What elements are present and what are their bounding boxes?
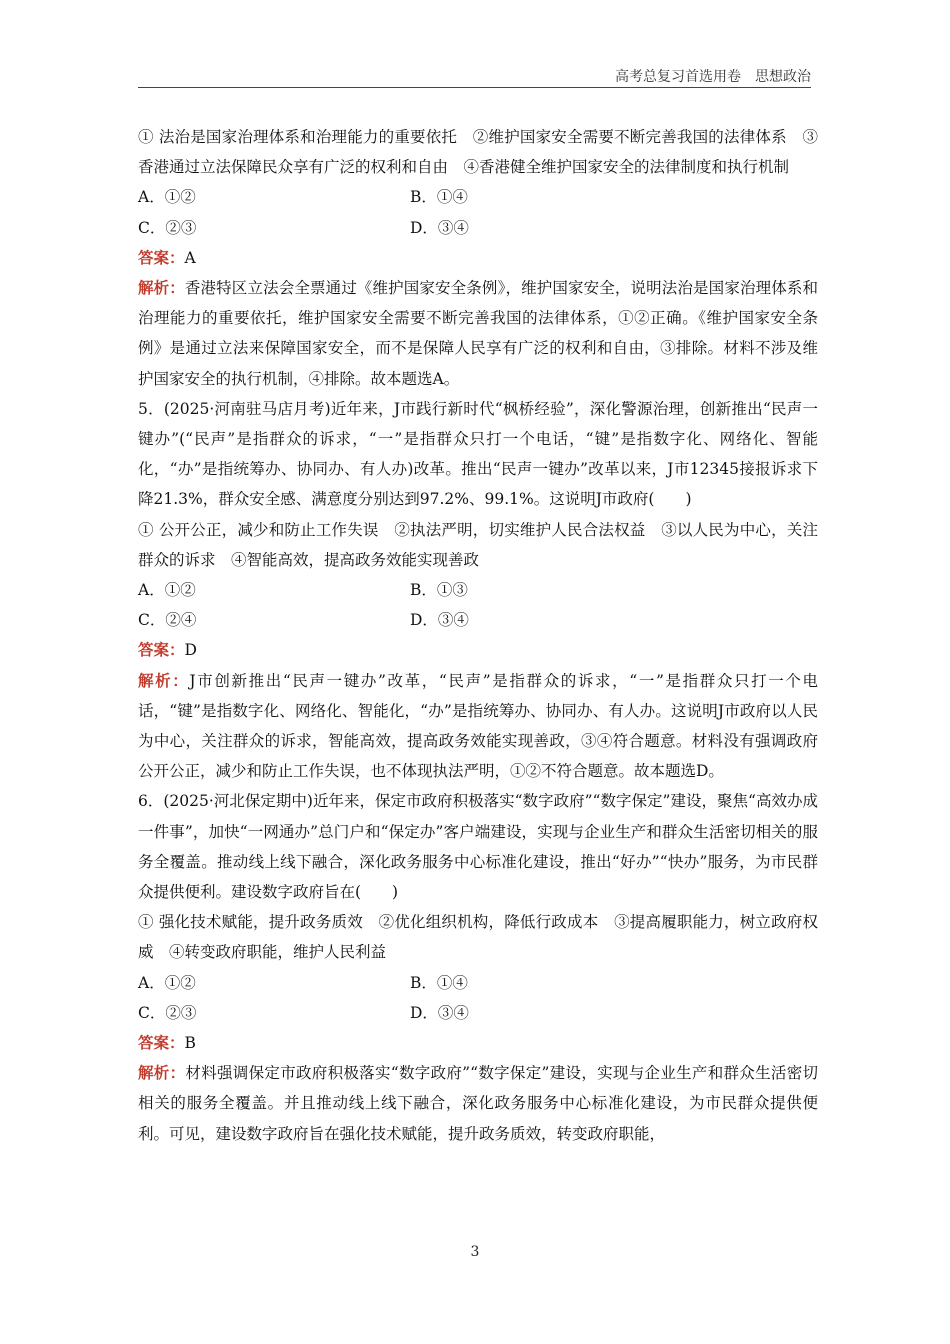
q6-stem: 6．(2025·河北保定期中)近年来，保定市政府积极落实“数字政府”“数字保定”建设，聚焦“高效办成一件事”，加快“一网通办”总门户和“保定办”客户端建设，实现与企业生产和群众生活密切相关的服务全覆盖。推动线上线下融合，深化政务服务中心标准化建设，推出“好办”“快办”服务，为市民群众提供便利。建设数字政府旨在( ) <box>138 792 818 902</box>
q6-option-d: D．③④ <box>410 1003 469 1022</box>
page-content <box>138 122 818 1149</box>
q4-option-d: D．③④ <box>410 218 469 237</box>
q6-option-b: B．①④ <box>410 973 468 992</box>
q4-option-c: C．②③ <box>138 218 197 237</box>
q5-statements: ① 公开公正，减少和防止工作失误 ②执法严明，切实维护人民合法权益 ③以人民为中心，关注群众的诉求 ④智能高效，提高政务效能实现善政 <box>138 520 818 569</box>
q6-analysis-text: 材料强调保定市政府积极落实“数字政府”“数字保定”建设，实现与企业生产和群众生活密切相关的服务全覆盖。并且推动线上线下融合，深化政务服务中心标准化建设，为市民群众提供便利。可见，建设数字政府旨在强化技术赋能，提升政务质效，转变政府职能， <box>138 1064 818 1143</box>
q6-option-c: C．②③ <box>138 1003 197 1022</box>
q4-options-row-1 <box>138 182 818 212</box>
q6-analysis-label: 解析： <box>138 1063 186 1083</box>
q5-analysis-label: 解析： <box>138 670 190 690</box>
q5-answer <box>138 635 818 665</box>
q6-option-a: A．①② <box>138 973 196 992</box>
q4-options-row-2 <box>138 213 818 243</box>
question-4 <box>138 122 818 394</box>
q5-analysis <box>138 666 818 787</box>
q6-analysis <box>138 1058 818 1149</box>
q4-analysis-text: 香港特区立法会全票通过《维护国家安全条例》，维护国家安全，说明法治是国家治理体系和治理能力的重要依托，维护国家安全需要不断完善我国的法律体系，①②正确。《维护国家安全条例》是通过立法来保障国家安全，而不是保障人民享有广泛的权利和自由，③排除。材料不涉及维护国家安全的执行机制，④排除。故本题选A。 <box>138 278 818 388</box>
q5-answer-value: D <box>184 641 197 660</box>
q6-options-row-1 <box>138 968 818 998</box>
q5-options-row-1 <box>138 575 818 605</box>
q4-option-a: A．①② <box>138 188 196 207</box>
q6-answer-label: 答案： <box>138 1033 185 1052</box>
q5-analysis-text: J市创新推出“民声一键办”改革，“民声”是指群众的诉求，“一”是指群众只打一个电话，“键”是指数字化、网络化、智能化，“办”是指统筹办、协同办、有人办。这说明J市政府以人民为中心，关注群众的诉求，智能高效，提高政务效能实现善政，③④符合题意。材料没有强调政府公开公正，减少和防止工作失误，也不体现执法严明，①②不符合题意。故本题选D。 <box>138 671 818 781</box>
question-5 <box>138 394 818 787</box>
question-6 <box>138 786 818 1148</box>
q6-answer <box>138 1028 818 1058</box>
q4-answer <box>138 243 818 273</box>
q6-statements: ① 强化技术赋能，提升政务质效 ②优化组织机构，降低行政成本 ③提高履职能力，树立政府权威 ④转变政府职能，维护人民利益 <box>138 913 818 962</box>
q5-option-a: A．①② <box>138 581 196 600</box>
q4-answer-label: 答案： <box>138 247 185 267</box>
q5-option-d: D．③④ <box>410 611 469 630</box>
header-rule <box>138 87 811 88</box>
q4-analysis <box>138 273 818 394</box>
q5-stem: 5．(2025·河南驻马店月考)近年来，J市践行新时代“枫桥经验”，深化警源治理，创新推出“民声一键办”(“民声”是指群众的诉求，“一”是指群众只打一个电话，“键”是指数字化、网络化、智能化，“办”是指统筹办、协同办、有人办)改革。推出“民声一键办”改革以来，J市12345接报诉求下降21.3%，群众安全感、满意度分别达到97.2%、99.1%。这说明J市政府( ) <box>138 399 818 509</box>
q6-answer-value: B <box>184 1034 196 1052</box>
q4-statements: ① 法治是国家治理体系和治理能力的重要依托 ②维护国家安全需要不断完善我国的法律体系 ③香港通过立法保障民众享有广泛的权利和自由 ④香港健全维护国家安全的法律制度和执行机制 <box>138 128 818 177</box>
q4-answer-value: A <box>184 248 196 267</box>
q4-analysis-label: 解析： <box>138 277 185 297</box>
running-header: 高考总复习首选用卷 思想政治 <box>615 69 811 85</box>
page-number: 3 <box>470 1244 480 1260</box>
q5-option-c: C．②④ <box>138 611 197 630</box>
q5-options-row-2 <box>138 605 818 635</box>
q5-option-b: B．①③ <box>410 581 468 600</box>
q5-answer-label: 答案： <box>138 640 185 660</box>
q4-option-b: B．①④ <box>410 188 468 207</box>
q6-options-row-2 <box>138 998 818 1028</box>
